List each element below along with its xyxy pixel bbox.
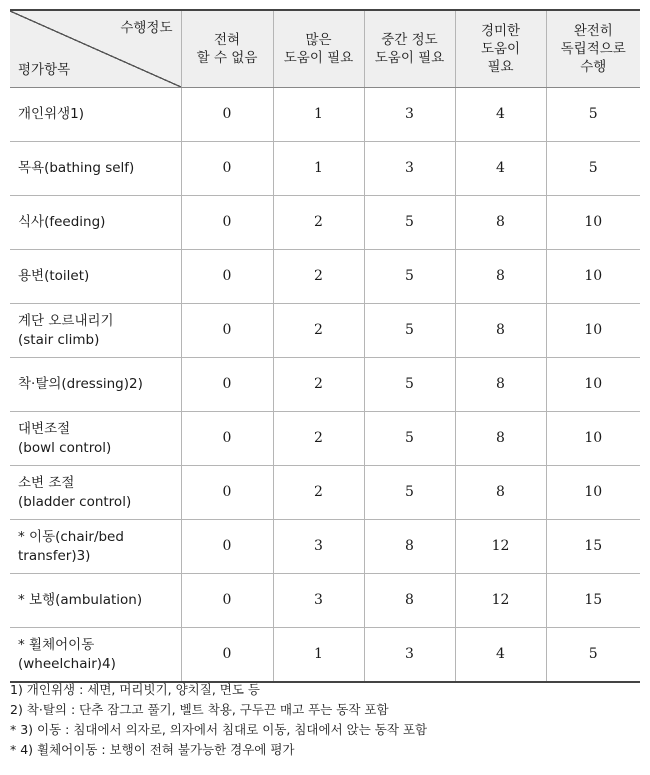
score-cell: 0 xyxy=(181,304,273,358)
row-label xyxy=(10,88,181,142)
score-cell: 3 xyxy=(273,574,364,628)
table-row xyxy=(10,574,640,628)
row-label-line: 식사(feeding) xyxy=(18,214,106,230)
score-cell: 0 xyxy=(181,628,273,683)
row-label-line: 계단 오르내리기 xyxy=(18,312,114,329)
score-cell: 10 xyxy=(546,412,640,466)
evaluation-table-container xyxy=(10,9,640,683)
header-performance-level: 수행정도 xyxy=(120,20,173,36)
evaluation-table xyxy=(10,9,640,683)
score-cell: 0 xyxy=(181,412,273,466)
score-cell: 15 xyxy=(546,520,640,574)
table-row xyxy=(10,466,640,520)
score-cell: 0 xyxy=(181,88,273,142)
footnotes xyxy=(10,680,640,760)
score-cell: 2 xyxy=(273,358,364,412)
score-cell: 1 xyxy=(273,88,364,142)
score-cell: 0 xyxy=(181,466,273,520)
score-cell: 8 xyxy=(455,466,546,520)
score-cell: 5 xyxy=(546,88,640,142)
row-label xyxy=(10,412,181,466)
table-row xyxy=(10,412,640,466)
table-row xyxy=(10,304,640,358)
table-row xyxy=(10,88,640,142)
score-cell: 10 xyxy=(546,196,640,250)
score-cell: 0 xyxy=(181,574,273,628)
row-label-line: * 보행(ambulation) xyxy=(18,592,143,608)
score-cell: 4 xyxy=(455,142,546,196)
header-col-slight-help: 경미한 도움이 필요 xyxy=(455,10,546,88)
score-cell: 2 xyxy=(273,250,364,304)
score-cell: 5 xyxy=(364,196,455,250)
score-cell: 8 xyxy=(364,520,455,574)
diagonal-header-cell xyxy=(10,10,181,88)
row-label-line: 개인위생1) xyxy=(18,106,85,122)
score-cell: 1 xyxy=(273,628,364,683)
score-cell: 10 xyxy=(546,466,640,520)
footnote-1: 1) 개인위생 : 세면, 머리빗기, 양치질, 면도 등 xyxy=(10,682,260,697)
row-label-line: (bowl control) xyxy=(18,439,112,456)
table-body xyxy=(10,88,640,683)
row-label-line: (wheelchair)4) xyxy=(18,655,116,672)
score-cell: 8 xyxy=(455,304,546,358)
score-cell: 12 xyxy=(455,574,546,628)
row-label-line: (bladder control) xyxy=(18,493,132,510)
score-cell: 0 xyxy=(181,520,273,574)
row-label xyxy=(10,142,181,196)
score-cell: 8 xyxy=(364,574,455,628)
row-label-line: * 휠체어이동 xyxy=(18,636,95,653)
row-label-line: 소변 조절 xyxy=(18,474,75,491)
score-cell: 8 xyxy=(455,412,546,466)
row-label xyxy=(10,520,181,574)
score-cell: 3 xyxy=(364,142,455,196)
header-col-independent: 완전히 독립적으로 수행 xyxy=(546,10,640,88)
score-cell: 3 xyxy=(364,628,455,683)
score-cell: 10 xyxy=(546,250,640,304)
footnote-2: 2) 착·탈의 : 단추 잠그고 풀기, 벨트 착용, 구두끈 매고 푸는 동작 포함 xyxy=(10,702,389,717)
row-label xyxy=(10,628,181,683)
score-cell: 10 xyxy=(546,304,640,358)
row-label xyxy=(10,196,181,250)
score-cell: 5 xyxy=(364,358,455,412)
row-label xyxy=(10,358,181,412)
score-cell: 2 xyxy=(273,466,364,520)
score-cell: 12 xyxy=(455,520,546,574)
header-col-moderate-help: 중간 정도 도움이 필요 xyxy=(364,10,455,88)
row-label-line: 목욕(bathing self) xyxy=(18,160,135,176)
row-label-line: 대변조절 xyxy=(18,420,71,437)
score-cell: 2 xyxy=(273,304,364,358)
score-cell: 15 xyxy=(546,574,640,628)
score-cell: 3 xyxy=(273,520,364,574)
score-cell: 5 xyxy=(364,304,455,358)
header-evaluation-item: 평가항목 xyxy=(18,62,71,78)
row-label xyxy=(10,574,181,628)
score-cell: 5 xyxy=(546,142,640,196)
score-cell: 4 xyxy=(455,88,546,142)
row-label xyxy=(10,304,181,358)
table-row xyxy=(10,628,640,683)
score-cell: 5 xyxy=(364,412,455,466)
header-col-unable: 전혀 할 수 없음 xyxy=(181,10,273,88)
table-row xyxy=(10,142,640,196)
footnote-3: * 3) 이동 : 침대에서 의자로, 의자에서 침대로 이동, 침대에서 앉는 동작 포함 xyxy=(10,722,428,737)
footnote-4: * 4) 휠체어이동 : 보행이 전혀 불가능한 경우에 평가 xyxy=(10,742,295,757)
header-col-much-help: 많은 도움이 필요 xyxy=(273,10,364,88)
table-row xyxy=(10,196,640,250)
score-cell: 5 xyxy=(546,628,640,683)
score-cell: 2 xyxy=(273,412,364,466)
row-label-line: transfer)3) xyxy=(18,547,91,564)
header-row xyxy=(10,10,640,88)
score-cell: 2 xyxy=(273,196,364,250)
score-cell: 8 xyxy=(455,250,546,304)
score-cell: 0 xyxy=(181,142,273,196)
score-cell: 5 xyxy=(364,250,455,304)
score-cell: 0 xyxy=(181,250,273,304)
score-cell: 0 xyxy=(181,358,273,412)
score-cell: 3 xyxy=(364,88,455,142)
row-label-line: * 이동(chair/bed xyxy=(18,528,124,545)
score-cell: 8 xyxy=(455,358,546,412)
score-cell: 4 xyxy=(455,628,546,683)
table-row xyxy=(10,520,640,574)
score-cell: 1 xyxy=(273,142,364,196)
row-label-line: (stair climb) xyxy=(18,331,100,348)
table-row xyxy=(10,358,640,412)
row-label-line: 착·탈의(dressing)2) xyxy=(18,376,143,392)
row-label xyxy=(10,466,181,520)
row-label-line: 용변(toilet) xyxy=(18,268,90,284)
score-cell: 10 xyxy=(546,358,640,412)
table-row xyxy=(10,250,640,304)
row-label xyxy=(10,250,181,304)
score-cell: 8 xyxy=(455,196,546,250)
score-cell: 0 xyxy=(181,196,273,250)
score-cell: 5 xyxy=(364,466,455,520)
